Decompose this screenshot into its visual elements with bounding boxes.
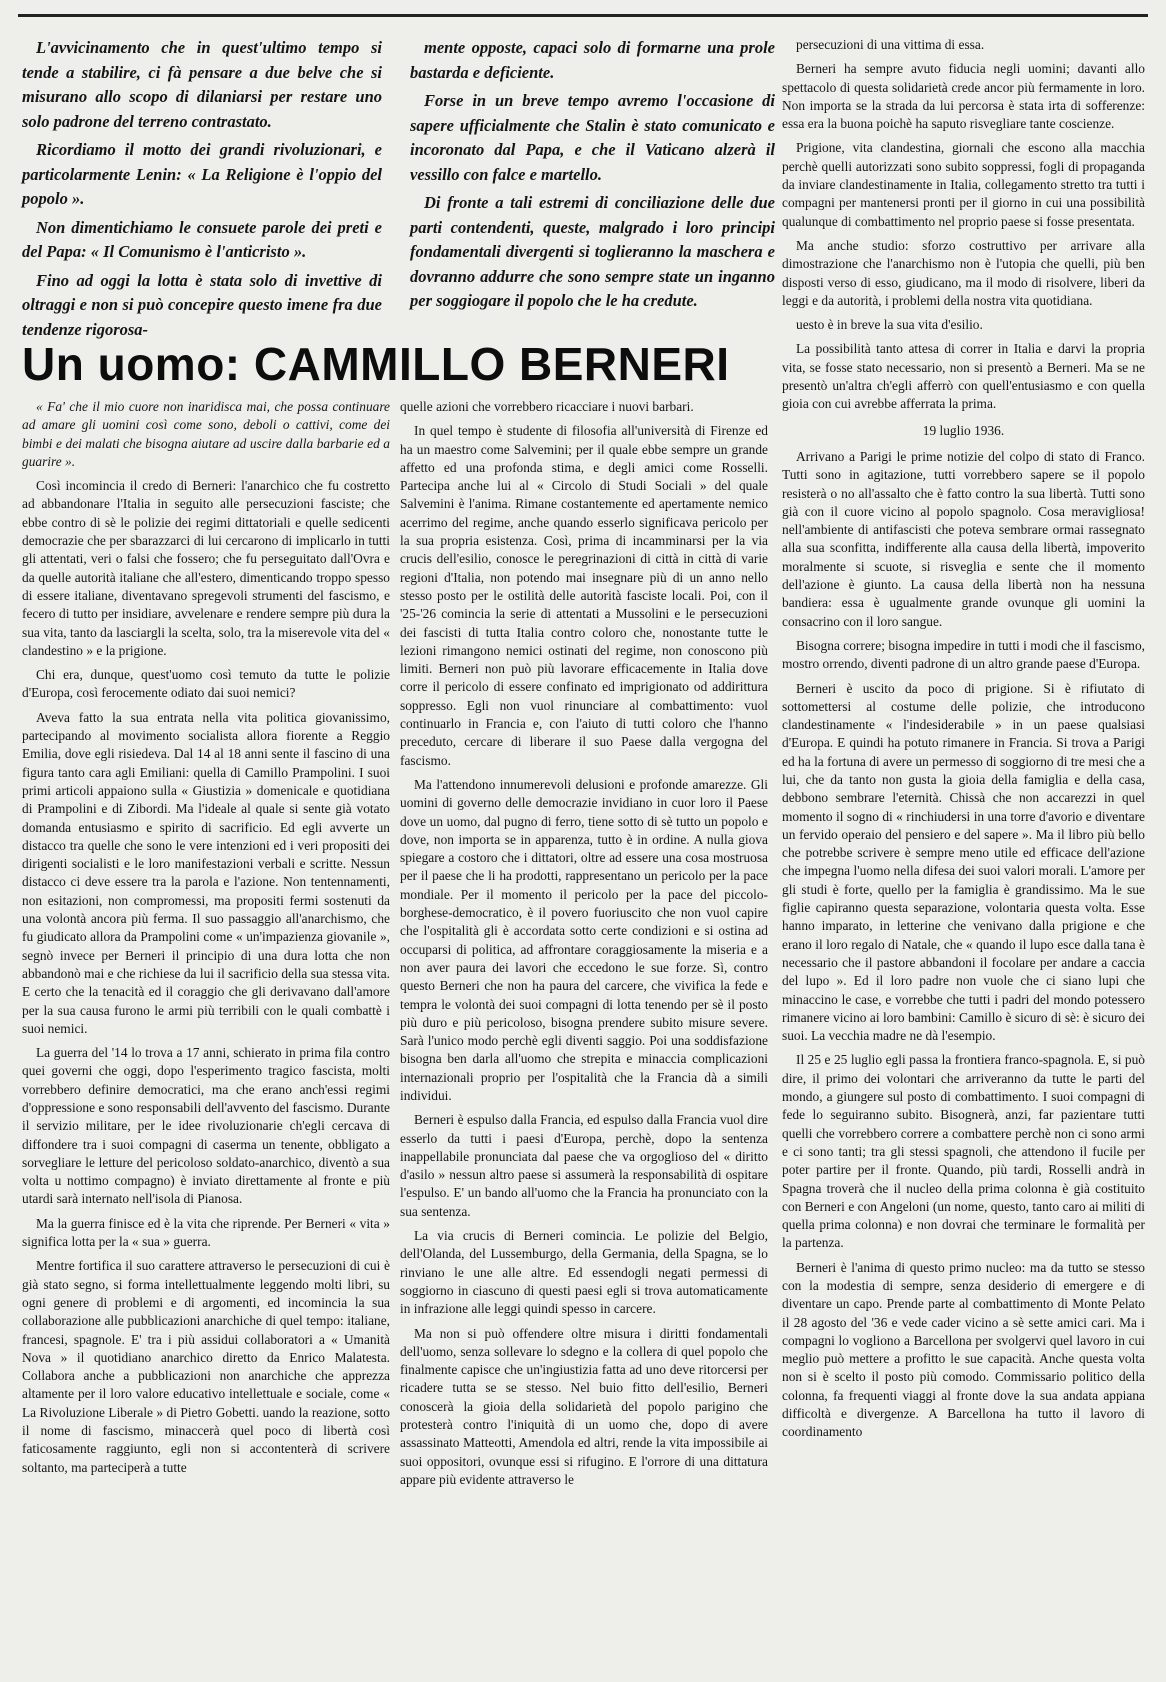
article-paragraph: In quel tempo è studente di filosofia all'università di Firenze ed ha un maestro come Salvemini; per il quale ebbe sempre un grande affetto ed una profonda stima, e degli amici come Rosselli. Partecipa anche lui al « Circolo di Studi Sociali » del quale Salvemini è l'anima. Rimane costantemente ed apertamente nemico acerrimo del regime, anche quando esserlo significava pericolo per la sua propria esistenza. Così, prima di incamminarsi per la via crucis dell'esilio, conosce le peregrinazioni di città in città di varie regioni d'Italia, non potendo mai insegnare più di un anno nello stesso posto per le ostilità delle autorità fasciste locali. Poi, con il '25-'26 comincia la serie di attentati a Mussolini e le persecuzioni dei fascisti di tutta Italia contro coloro che, nonostante tutte le lezioni rimangono nemici ostinati del regime, non conoscono più limiti. Berneri non può più lavorare efficacemente in Italia dove corre il pericolo di essere confinato ed imprigionato od addirittura soppresso. Egli non vuol rinunciare al combattimento: vuol continuarlo in Francia e, con l'aiuto di tutti coloro che l'hanno preceduto, cercare di liberare il suo Paese dalla vergogna del fascismo.: [400, 423, 768, 768]
intro-paragraph: Forse in un breve tempo avremo l'occasione di sapere ufficialmente che Stalin è stato comunicato e incoronato dal Papa, e che il Vaticano alzerà il vessillo con falce e martello.: [410, 91, 775, 184]
article-paragraph: persecuzioni di una vittima di essa.: [796, 37, 985, 52]
article-paragraph: uesto è in breve la sua vita d'esilio.: [796, 317, 983, 333]
intro-paragraph: Di fronte a tali estremi di conciliazione delle due parti contendenti, queste, malgrado i loro principi fondamentali divergenti si toglieranno la maschera e dovranno addurre che sono sempre state un inganno per soggiogare il popolo che le ha credute.: [410, 193, 775, 310]
article-column-1: [22, 398, 390, 1483]
article-paragraph: Berneri è uscito da poco di prigione. Si è rifiutato di sottomettersi al costume delle polizie, che introducono clandestinamente « l'indesiderabile » in un paese qualsiasi d'Europa. E quindi ha potuto rimanere in Francia. Si trova a Parigi ed ha la fortuna di avere un permesso di soggiorno di tre mesi che a lui, che da tanto non gusta la gioia della famiglia e della casa, debbono sembrare l'eternità. Chissà che non accarezzi in quel momento il sogno di « rinchiudersi in una torre d'avorio e diventare un fervido operaio del pensiero e del sapere ». Ma il libro più bello che potrebbe scrivere è sempre meno utile ed efficace dell'azione che impegna l'uomo nella difesa dei suoi valori morali. L'amore per gli studi è forte, quello per la famiglia è grandissimo. Ma le sue figlie capiranno questa separazione, volontaria questa volta. Esse hanno imparato, in letterine che venivano dalla prigione e che erano il loro regalo di Natale, che « quando il lupo esce dalla tana è necessario che il pastore abbandoni il focolare per andare a caccia del lupo ». Ed il loro padre non vuole che ci siano lupi che minaccino le case, e vorrebbe che tutti i padri del mondo potessero rimanere vicino ai loro bambini: Camillo è sicuro di sè: è sicuro dei suoi. La vecchia madre ne dà l'esempio.: [782, 680, 1145, 1044]
article-paragraph: Ma anche studio: sforzo costruttivo per arrivare alla dimostrazione che l'anarchismo non è l'utopia che quelli, più ben disposti verso di esso, giudicano, ma il modo di risolvere, liberi da leggi e da autorità, i problemi della nostra vita quotidiana.: [782, 237, 1145, 308]
article-paragraph: Ma la guerra finisce ed è la vita che riprende. Per Berneri « vita » significa lotta per la « sua » guerra.: [22, 1215, 390, 1250]
article-paragraph: La via crucis di Berneri comincia. Le polizie del Belgio, dell'Olanda, del Lussemburgo, della Germania, della Spagna, se lo rinviano le une alle altre. Ed essendogli negati permessi di soggiorno in ciascuno di questi paesi egli si trova automaticamente in infrazione alle leggi quindi spesso in carcere.: [400, 1228, 768, 1317]
article-paragraph: Arrivano a Parigi le prime notizie del colpo di stato di Franco. Tutti sono in agitazione, tutti vorrebbero sapere se il popolo resisterà o no all'assalto che è fatto contro la sua libertà. Tutti sono già con il cuore vicino al popolo spagnolo. Cosa meravigliosa! nell'ambiente di antifascisti che poteva sembrare ormai rassegnato alla sua sconfitta, indifferente alla causa della libertà, impoverito moralmente si scuote, si risveglia e sente che il momento dell'azione è giunto. La causa della libertà non ha nessuna bandiera: essa è ugualmente grande ovunque gli uomini la consacrino con il loro sangue.: [782, 448, 1145, 629]
article-column-2: [400, 398, 768, 1495]
intro-column-1: [22, 36, 382, 346]
article-paragraph: Bisogna correre; bisogna impedire in tutti i modi che il fascismo, mostro orrendo, diventi padrone di un altro grande paese d'Europa.: [782, 637, 1145, 672]
headline: Un uomo: CAMMILLO BERNERI: [22, 338, 730, 390]
article-paragraph: Berneri è l'anima di questo primo nucleo: ma da tutto se stesso con la modestia di sempre, senza desiderio di emergere e di diventare un capo. Prende parte al combattimento di Monte Pelato il 28 agosto del '36 e vede cader vicino a sè sette amici cari. Ma i compagni lo vogliono a Barcellona per svolgervi quel lavoro in cui meglio può mettere a profitto le sue capacità. Anche questa volta non si è scelto il posto più comodo. Commissario politico della colonna, fa frequenti viaggi al fronte dove la sua andata appiana difficoltà e divergenze. A Barcellona ha tutto il lavoro di coordinamento: [782, 1259, 1145, 1440]
article-paragraph: quelle azioni che vorrebbero ricacciare i nuovi barbari.: [400, 399, 694, 414]
dateline: 19 luglio 1936.: [922, 422, 1005, 438]
intro-column-2: [410, 36, 775, 318]
article-paragraph: Aveva fatto la sua entrata nella vita politica giovanissimo, partecipando al movimento socialista allora fiorente a Reggio Emilia, dove egli risiedeva. Dal 14 al 18 anni sente il fascino di una figura tanto cara agli Emiliani: quella di Camillo Prampolini. I suoi primi articoli appaiono sulla « Giustizia » domenicale e quotidiana di Prampolini e di Zibordi. Ma l'ideale al quale si sente già votato domanda entusiasmo e spirito di sacrificio. Ed egli avverte un distacco tra quelle che sono le vere intenzioni ed i veri propositi dei dirigenti socialisti e le loro manifestazioni verbali e scritte. Nessun distacco ci deve essere tra la parola e l'azione. Non tentennamenti, non esitazioni, non compromessi, ma propositi fermi sostenuti da una volontà ancora più ferma. Il suo passaggio all'anarchismo, che fu giudicato allora da Prampolini come « un'impazienza giovanile », segnò invece per Berneri il principio di una dura lotta che non abbandonò mai e che richiese da lui il sacrificio della sua stessa vita. E certo che la tenacità ed il coraggio che gli derivavano dall'amore per la sua causa furono le armi più terribili con le quali combattè i suoi nemici.: [22, 709, 390, 1036]
article-paragraph: Ma l'attendono innumerevoli delusioni e profonde amarezze. Gli uomini di governo delle democrazie invidiano in cuor loro il Paese dove un uomo, dal pugno di ferro, tiene sotto di sè tutto un popolo e dove, non importa se in apparenza, tutto è in ordine. A nulla giova spiegare a costoro che i dittatori, oltre ad essere una cosa mostruosa per il paese che li ha prodotti, rappresentano un pericolo per la pace mondiale. Per il momento il pericolo per la pace del piccolo-borghese-democratico, è il povero fuoriuscito che non vuol capire che l'ospitalità gli è accordata sotto certe condizioni e si ostina ad occuparsi di politica, ad affrontare coraggiosamente la miseria e a non aver paura dei lavori che eccedono le sue forze. Sì, contro questo Berneri che non ha paura del carcere, che vivifica la fede e tempra le volontà dei suoi compagni di lotta tenendo per sè il posto più duro e più pericoloso, bisogna prendere subito misure severe. Sarà l'unico modo perchè egli diventi saggio. Poi una soddisfazione bisogna ben darla all'uomo che strepita e minaccia complicazioni internazionali proprio per l'ospitalità che la Francia dà a simili individui.: [400, 776, 768, 1103]
article-paragraph: Così incomincia il credo di Berneri: l'anarchico che fu costretto ad abbandonare l'Italia in seguito alle persecuzioni fasciste; che ebbe contro di sè le polizie dei regimi dittatoriali e quelle sedicenti democrazie che per sbarazzarci di lui cercarono di implicarlo in tutti gli attentati, veri o falsi che fossero; che fu perseguitato dall'Ovra e da quelle autorità italiane che all'estero, dimenticando troppo spesso di essere italiane, diventavano spregevoli strumenti del fascismo, e fecero di tutto per insidiare, avvelenare e rendere sempre più dura la sua vita, tanto da lasciargli la scelta, solo, tra la miserevole vita del « clandestino » e la prigione.: [22, 478, 390, 658]
article-paragraph: Chi era, dunque, quest'uomo così temuto da tutte le polizie d'Europa, così ferocemente odiato dai suoi nemici?: [22, 667, 390, 701]
intro-paragraph: L'avvicinamento che in quest'ultimo tempo si tende a stabilire, ci fà pensare a due belve che si misurano allo scopo di dilaniarsi per restare uno solo padrone del terreno contrastato.: [22, 38, 382, 131]
motto-quote: « Fa' che il mio cuore non inaridisca mai, che possa continuare ad amare gli uomini così come sono, deboli o cattivi, come dei bimbi e dei malati che bisogna aiutare ad uscire dalla barbarie ed a guarire ».: [22, 399, 390, 469]
article-paragraph: Mentre fortifica il suo carattere attraverso le persecuzioni di cui è già stato segno, si forma intellettualmente leggendo molti libri, su ogni genere di problemi e di argomenti, ed incomincia la sua collaborazione alle pubblicazioni anarchiche di quel tempo: italiane, francesi, spagnole. E' tra i più assidui collaboratori a « Umanità Nova » il quotidiano anarchico diretto da Enrico Malatesta. Collabora anche a pubblicazioni non anarchiche che apprezza altamente per il loro valore educativo intellettuale e sociale, come « La Rivoluzione Liberale » di Pietro Gobetti. uando la reazione, sotto il nome di fascismo, minaccerà quel poco di libertà così faticosamente raggiunto, egli non si accontenterà di scrivere soltanto, ma parteciperà a tutte: [22, 1258, 390, 1475]
top-rule: [18, 14, 1148, 17]
intro-paragraph: Non dimentichiamo le consuete parole dei preti e del Papa: « Il Comunismo è l'anticristo ».: [22, 217, 382, 261]
article-paragraph: La possibilità tanto attesa di correr in Italia e darvi la propria vita, se fosse stato necessario, non si presentò a Berneri. Ma se ne presentò un'altra ch'egli afferrò con quell'entusiasmo e con quella gioia con cui avrebbe afferrata la prima.: [782, 341, 1145, 412]
intro-paragraph: Ricordiamo il motto dei grandi rivoluzionari, e particolarmente Lenin: « La Religione è l'oppio del popolo ».: [22, 140, 382, 208]
intro-paragraph: Fino ad oggi la lotta è stata solo di invettive di oltraggi e non si può concepire questo imene fra due tendenze rigorosa-: [22, 270, 382, 339]
article-paragraph: Berneri è espulso dalla Francia, ed espulso dalla Francia vuol dire esserlo da tutti i paesi d'Europa, perchè, dopo la sentenza inappellabile pronunciata dal paese che va orgoglioso del « diritto d'asilo » nessun altro paese si assumerà la responsabilità di ospitare l'espulso. E' un bando all'uomo che la Francia ha pronunciato con la sua sentenza.: [400, 1112, 768, 1219]
intro-paragraph: mente opposte, capaci solo di formarne una prole bastarda e deficiente.: [410, 38, 775, 82]
article-paragraph: Il 25 e 25 luglio egli passa la frontiera franco-spagnola. E, si può dire, il primo dei volontari che arriveranno da tutte le parti del mondo, a giungere sul posto di combattimento. I suoi compagni di fede lo seguiranno subito. Bisognerà, anzi, far pazientare tutti quelli che vorrebbero correre a combattere perchè non ci sono armi e ci sono tanti; tra gli stessi spagnoli, che attendono il fucile per poter partire per il fronte. Quando, più tardi, Rosselli andrà in Spagna troverà che il nucleo della prima colonna è già costituito con Berneri e con Angeloni (un nome, questo, tanto caro ai militi di quella prima colonna) e non dovrai che terminare le formalità per la partenza.: [782, 1052, 1145, 1251]
article-paragraph: La guerra del '14 lo trova a 17 anni, schierato in prima fila contro quei governi che oggi, dopo l'esperimento tragico fascista, molti vorrebbero definire democratici, ma che erano anch'essi regimi d'oppressione e sono responsabili dell'avvento del fascismo. Durante il servizio militare, per le idee rivoluzionarie ch'egli cercava di diffondere tra i suoi compagni di caserma un tenente, obbligato a sorvegliare le letture del pericoloso soldato-anarchico, diventò a sua volta u nottimo compagno) è inviato direttamente al fronte e più utardi sarà internato nell'isola di Pianosa.: [22, 1045, 390, 1207]
article-paragraph: Berneri ha sempre avuto fiducia negli uomini; davanti allo spettacolo di questa solidarietà crede ancor più fermamente in loro. Non importa se la strada da lui percorsa è stata irta di sofferenze: essa era la buona poichè ha saputo risvegliare tante coscienze.: [782, 61, 1145, 132]
article-column-3: [782, 36, 1145, 1448]
article-paragraph: Prigione, vita clandestina, giornali che escono alla macchia perchè quelli autorizzati sono subito soppressi, fogli di propaganda da inviare clandestinamente in Italia, collegamento stretto tra tutti i compagni per mantenersi pronti per il giorno in cui una possibilità qualunque di combattimento nel proprio paese si fosse presentata.: [782, 140, 1145, 229]
article-paragraph: Ma non si può offendere oltre misura i diritti fondamentali dell'uomo, senza sollevare lo sdegno e la collera di quel popolo che finalmente capisce che un'ingiustizia fatta ad uno deve ritorcersi per ricadere tutta se se stesso. Nel buio fitto dell'esilio, Berneri conoscerà la gioia della solidarietà del popolo parigino che protesterà contro l'iniquità di un uomo che, dopo di avere assassinato Matteotti, Amendola ed altri, rende la vita impossibile ai suoi oppositori, ovunque essi si rifugino. E l'orrore di una dittatura appare più evidente attraverso le: [400, 1325, 768, 1487]
